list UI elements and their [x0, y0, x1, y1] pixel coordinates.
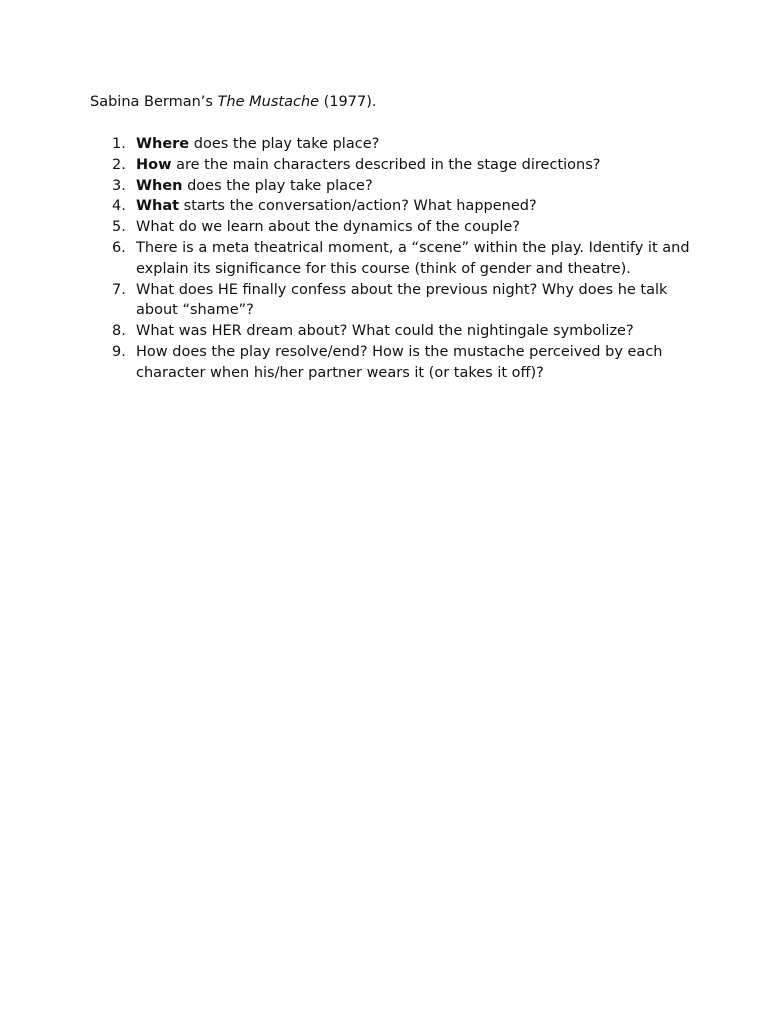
question-keyword: How — [136, 156, 172, 173]
question-number: 4. — [112, 198, 126, 215]
question-text: What starts the conversation/action? What happened? — [136, 198, 537, 215]
heading-year: (1977). — [319, 94, 377, 110]
question-text: How are the main characters described in the stage directions? — [136, 156, 601, 173]
question-text: Where does the play take place? — [136, 136, 380, 152]
heading-author: Sabina Berman’s — [90, 94, 218, 110]
question-number: 2. — [112, 156, 126, 173]
question-number: 5. — [112, 219, 126, 236]
question-text: What do we learn about the dynamics of the couple? — [136, 219, 520, 236]
question-item — [90, 280, 690, 322]
document-heading — [90, 92, 377, 112]
question-list — [90, 134, 690, 384]
question-number: 7. — [112, 281, 126, 298]
question-text: There is a meta theatrical moment, a “scene” within the play. Identify it and explain its significance for this course (think of gender and theatre). — [136, 239, 690, 277]
heading-play-title: The Mustache — [217, 94, 320, 110]
question-keyword: What — [136, 198, 180, 215]
question-text: What was HER dream about? What could the nightingale symbolize? — [136, 323, 634, 340]
question-item — [90, 321, 690, 342]
question-number: 9. — [112, 343, 126, 360]
question-item — [90, 134, 690, 155]
question-item — [90, 217, 690, 238]
question-text: How does the play resolve/end? How is the mustache perceived by each character when his/her partner wears it (or takes it off)? — [136, 343, 663, 381]
question-number: 1. — [112, 136, 126, 152]
question-keyword: Where — [136, 136, 190, 152]
question-text: When does the play take place? — [136, 177, 373, 194]
question-item — [90, 238, 690, 280]
question-item — [90, 176, 690, 197]
question-number: 6. — [112, 239, 126, 256]
question-item — [90, 196, 690, 217]
question-keyword: When — [136, 177, 183, 194]
question-item — [90, 155, 690, 176]
question-number: 8. — [112, 323, 126, 340]
question-item — [90, 342, 690, 384]
question-number: 3. — [112, 177, 126, 194]
question-text: What does HE finally confess about the previous night? Why does he talk about “shame”? — [136, 281, 668, 319]
